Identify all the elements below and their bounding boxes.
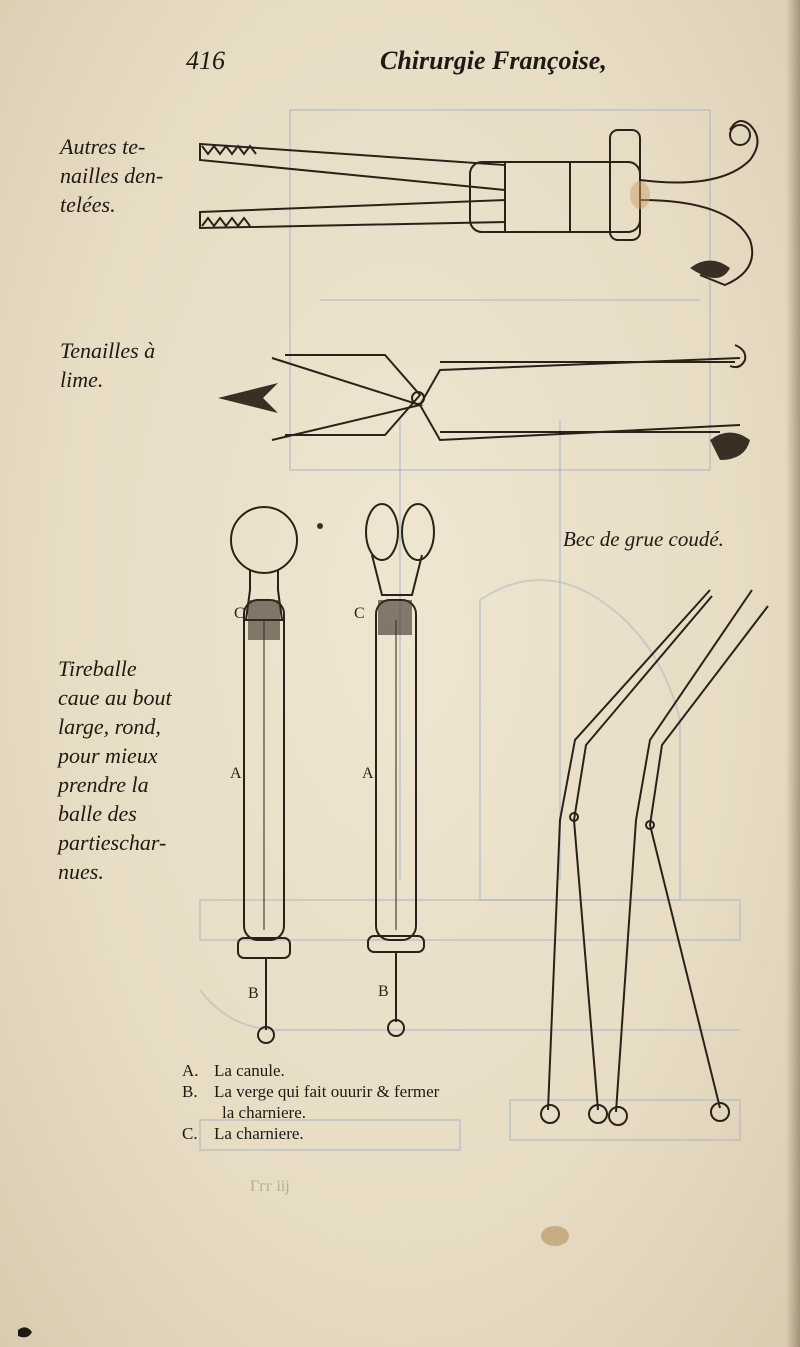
- legend-row: [182, 1102, 502, 1123]
- note-line: nailles den-: [60, 163, 164, 188]
- figure-legend: [182, 1060, 502, 1144]
- legend-key: B.: [182, 1082, 198, 1101]
- bec-de-grue-label: Bec de grue coudé.: [563, 527, 724, 551]
- legend-text: la charniere.: [222, 1103, 306, 1122]
- file-pincers-illustration: [218, 345, 750, 460]
- note-line: Tenailles à: [60, 338, 156, 363]
- note-line: caue au bout: [58, 685, 172, 710]
- note-line: prendre la: [58, 772, 149, 797]
- legend-row: [182, 1060, 502, 1081]
- note-line: partieschar-: [58, 830, 167, 855]
- legend-text: La verge qui fait ouurir & fermer: [214, 1082, 440, 1101]
- note-line: telées.: [60, 192, 116, 217]
- signature-mark: Ггг iij: [250, 1178, 290, 1195]
- figure-letter-b: B: [378, 983, 389, 1000]
- note-line: lime.: [60, 367, 104, 392]
- ink-stain: [541, 1226, 569, 1246]
- note-line: large, rond,: [58, 714, 161, 739]
- crane-beak-forceps: [541, 590, 768, 1125]
- note-line: balle des: [58, 801, 137, 826]
- figure-letter-b: B: [248, 985, 259, 1002]
- note-line: nues.: [58, 859, 104, 884]
- page-number: 416: [186, 46, 225, 75]
- legend-row: [182, 1081, 502, 1102]
- ball-extractor-split: [317, 504, 434, 1036]
- figure-letter-c: C: [354, 605, 365, 622]
- legend-row: [182, 1123, 502, 1144]
- figure-letter-a: A: [230, 765, 242, 782]
- legend-text: La canule.: [214, 1061, 285, 1080]
- legend-key: A.: [182, 1061, 199, 1080]
- legend-key: C.: [182, 1124, 198, 1143]
- toothed-pincers-illustration: [200, 121, 758, 285]
- ink-stain: [18, 1327, 32, 1337]
- figure-letter-c: C: [234, 605, 245, 622]
- ink-stain: [630, 181, 650, 209]
- running-title: Chirurgie Françoise,: [380, 46, 607, 75]
- note-line: Autres te-: [60, 134, 146, 159]
- note-line: pour mieux: [58, 743, 158, 768]
- legend-text: La charniere.: [214, 1124, 304, 1143]
- note-line: Tireballe: [58, 656, 137, 681]
- figure-letter-a: A: [362, 765, 374, 782]
